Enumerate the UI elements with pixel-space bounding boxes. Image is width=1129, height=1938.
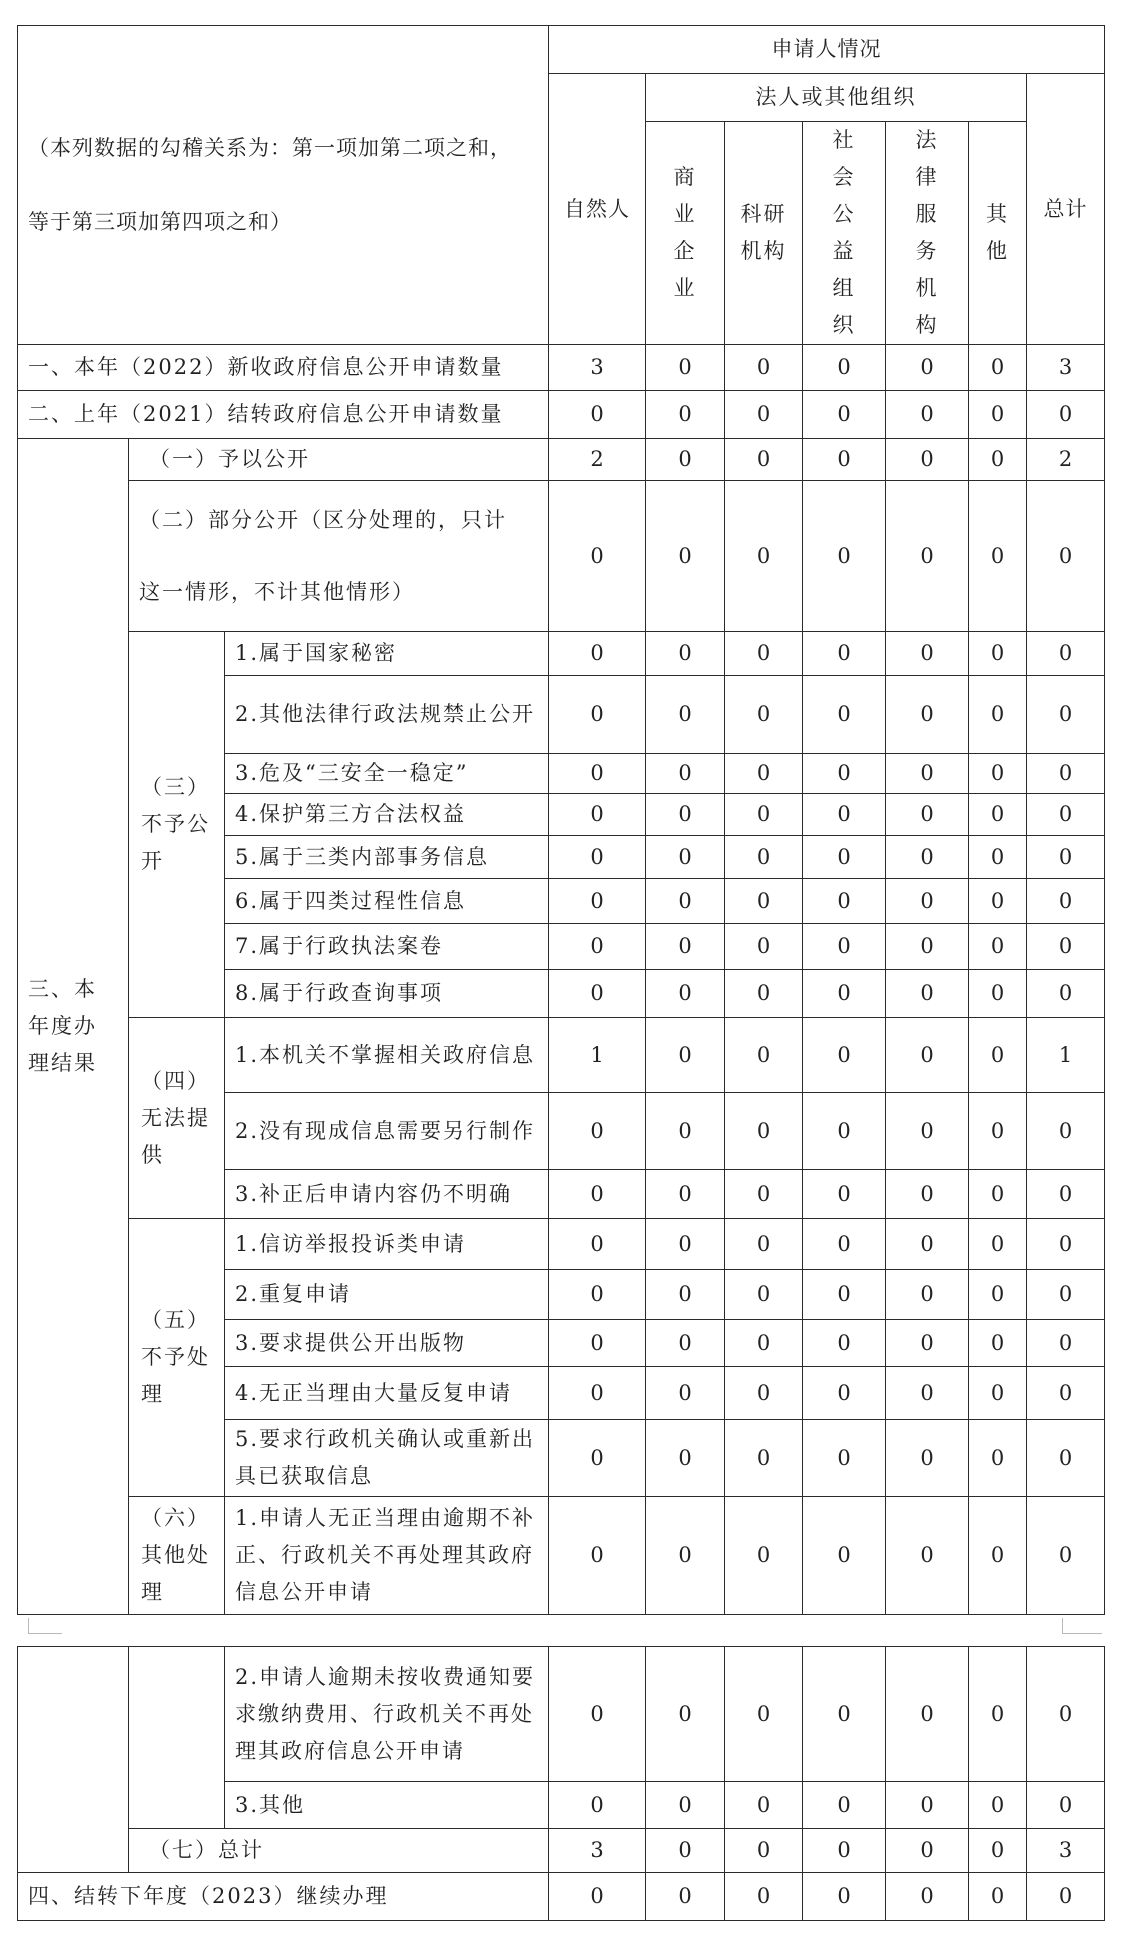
cell: 0 — [803, 754, 886, 794]
cell: 0 — [886, 1018, 969, 1093]
cell: 0 — [646, 1647, 725, 1782]
group-not-disclosed: （三）不予公开 — [129, 632, 225, 1018]
cell: 0 — [725, 1219, 803, 1270]
row-label: 6.属于四类过程性信息 — [225, 879, 549, 924]
cell: 0 — [886, 1219, 969, 1270]
cell: 0 — [886, 1093, 969, 1170]
col-legal-services: 法律服务机构 — [886, 122, 969, 345]
cell: 0 — [803, 345, 886, 391]
cell: 0 — [725, 1497, 803, 1615]
cell: 0 — [969, 1018, 1027, 1093]
annual-report-table-page1 — [17, 25, 1105, 1615]
cell: 0 — [803, 1497, 886, 1615]
cell: 0 — [646, 924, 725, 970]
cell: 0 — [886, 1320, 969, 1367]
cell: 0 — [803, 1018, 886, 1093]
cell: 0 — [725, 1170, 803, 1219]
cell: 0 — [549, 1497, 646, 1615]
cell: 0 — [725, 754, 803, 794]
cell: 0 — [803, 1219, 886, 1270]
header-note — [18, 26, 549, 345]
cell: 0 — [725, 439, 803, 481]
cell: 0 — [725, 1420, 803, 1497]
cell: 0 — [1027, 1170, 1105, 1219]
cell: 0 — [886, 1170, 969, 1219]
cell: 0 — [886, 1270, 969, 1320]
cell: 0 — [646, 1367, 725, 1420]
row-label: 1.申请人无正当理由逾期不补正、行政机关不再处理其政府信息公开申请 — [225, 1497, 549, 1615]
cell: 0 — [969, 632, 1027, 676]
cell: 0 — [549, 391, 646, 439]
cell: 0 — [725, 1829, 803, 1873]
cell: 0 — [725, 345, 803, 391]
cell: 0 — [549, 1647, 646, 1782]
table-row — [18, 1829, 1105, 1873]
cell: 0 — [803, 1873, 886, 1921]
cell: 0 — [886, 970, 969, 1018]
page-corner-mark — [28, 1618, 29, 1634]
cell: 0 — [803, 1170, 886, 1219]
cell: 0 — [549, 1093, 646, 1170]
cell: 0 — [886, 754, 969, 794]
cell: 0 — [886, 1873, 969, 1921]
cell: 0 — [969, 794, 1027, 836]
cell: 0 — [549, 1873, 646, 1921]
cell: 0 — [969, 836, 1027, 879]
cell: 0 — [1027, 481, 1105, 632]
cell: 0 — [549, 632, 646, 676]
cell: 2 — [549, 439, 646, 481]
row-label: 四、结转下年度（2023）继续办理 — [18, 1873, 549, 1921]
group-other-handling: （六）其他处理 — [129, 1497, 225, 1615]
cell: 0 — [803, 1367, 886, 1420]
cell: 0 — [969, 391, 1027, 439]
cell: 0 — [886, 391, 969, 439]
cell: 0 — [646, 1782, 725, 1829]
cell: 3 — [549, 345, 646, 391]
cell: 0 — [646, 1873, 725, 1921]
table-row — [18, 1219, 1105, 1270]
cell: 0 — [725, 1873, 803, 1921]
cell: 0 — [969, 1829, 1027, 1873]
row-label: 7.属于行政执法案卷 — [225, 924, 549, 970]
cell: 0 — [646, 391, 725, 439]
row-label: 1.本机关不掌握相关政府信息 — [225, 1018, 549, 1093]
cell: 0 — [969, 754, 1027, 794]
cell: 0 — [1027, 1270, 1105, 1320]
cell: 3 — [549, 1829, 646, 1873]
cell: 0 — [646, 1018, 725, 1093]
cell: 0 — [549, 1782, 646, 1829]
cell: 0 — [725, 924, 803, 970]
col-commercial: 商业企业 — [646, 122, 725, 345]
cell: 0 — [725, 970, 803, 1018]
cell: 0 — [646, 1829, 725, 1873]
cell: 0 — [969, 1497, 1027, 1615]
cell: 0 — [725, 836, 803, 879]
col-social-welfare: 社会公益组织 — [803, 122, 886, 345]
header-note-line1: （本列数据的勾稽关系为：第一项加第二项之和， — [28, 136, 512, 160]
table-row — [18, 391, 1105, 439]
cell: 0 — [646, 345, 725, 391]
cell: 0 — [646, 836, 725, 879]
row-label: 1.信访举报投诉类申请 — [225, 1219, 549, 1270]
page-corner-mark — [1062, 1618, 1063, 1634]
cell: 0 — [803, 1093, 886, 1170]
applicant-header: 申请人情况 — [549, 26, 1105, 74]
col-total: 总计 — [1027, 74, 1105, 345]
cell: 0 — [646, 481, 725, 632]
col-natural-person: 自然人 — [549, 74, 646, 345]
cell: 0 — [886, 1647, 969, 1782]
cell: 0 — [725, 1782, 803, 1829]
cell: 0 — [725, 1018, 803, 1093]
table-row — [18, 1873, 1105, 1921]
cell: 0 — [549, 1320, 646, 1367]
row-label: （一）予以公开 — [129, 439, 549, 481]
cell: 0 — [803, 676, 886, 754]
cell: 0 — [646, 1320, 725, 1367]
cell: 0 — [549, 924, 646, 970]
cell: 0 — [803, 1647, 886, 1782]
cell: 0 — [725, 794, 803, 836]
cell: 0 — [803, 970, 886, 1018]
cell: 0 — [725, 676, 803, 754]
cell: 0 — [646, 754, 725, 794]
cell: 0 — [725, 879, 803, 924]
cell: 0 — [549, 836, 646, 879]
cell: 0 — [969, 1420, 1027, 1497]
cell: 0 — [1027, 1647, 1105, 1782]
cell: 0 — [646, 676, 725, 754]
cell: 0 — [969, 1320, 1027, 1367]
cell: 0 — [1027, 836, 1105, 879]
annual-report-table-page2 — [17, 1646, 1105, 1921]
row-label: 5.属于三类内部事务信息 — [225, 836, 549, 879]
cell: 0 — [1027, 1497, 1105, 1615]
cell: 0 — [646, 1270, 725, 1320]
cell: 0 — [1027, 1093, 1105, 1170]
cell: 0 — [1027, 1219, 1105, 1270]
cell: 0 — [1027, 879, 1105, 924]
table-row — [18, 1647, 1105, 1782]
row-label: 一、本年（2022）新收政府信息公开申请数量 — [18, 345, 549, 391]
table-row — [18, 481, 1105, 632]
row-label: 3.要求提供公开出版物 — [225, 1320, 549, 1367]
cell: 0 — [646, 1170, 725, 1219]
cell: 0 — [803, 836, 886, 879]
group-cannot-provide: （四）无法提供 — [129, 1018, 225, 1219]
cell: 0 — [1027, 1320, 1105, 1367]
table-row — [18, 345, 1105, 391]
cell: 2 — [1027, 439, 1105, 481]
cell: 0 — [886, 632, 969, 676]
cell: 0 — [803, 1782, 886, 1829]
cell: 0 — [969, 924, 1027, 970]
cell: 0 — [803, 391, 886, 439]
legal-org-header: 法人或其他组织 — [646, 74, 1027, 122]
cell: 0 — [803, 879, 886, 924]
cell: 0 — [1027, 970, 1105, 1018]
cell: 0 — [646, 970, 725, 1018]
cell: 0 — [1027, 1782, 1105, 1829]
cell: 0 — [803, 1270, 886, 1320]
header-note-line2: 等于第三项加第四项之和） — [28, 210, 292, 234]
cell: 0 — [969, 1170, 1027, 1219]
cell: 0 — [549, 1367, 646, 1420]
row-label: 二、上年（2021）结转政府信息公开申请数量 — [18, 391, 549, 439]
cell: 0 — [1027, 1367, 1105, 1420]
row-label: 3.其他 — [225, 1782, 549, 1829]
cell: 0 — [646, 439, 725, 481]
cell: 0 — [969, 1873, 1027, 1921]
table-row — [18, 632, 1105, 676]
cell: 0 — [646, 879, 725, 924]
row-label: 1.属于国家秘密 — [225, 632, 549, 676]
row-label: 4.保护第三方合法权益 — [225, 794, 549, 836]
cell: 0 — [886, 836, 969, 879]
cell: 0 — [549, 481, 646, 632]
cell: 0 — [725, 481, 803, 632]
cell: 0 — [886, 1420, 969, 1497]
cell: 0 — [646, 1219, 725, 1270]
cell: 0 — [886, 345, 969, 391]
row-label: 2.其他法律行政法规禁止公开 — [225, 676, 549, 754]
cell: 3 — [1027, 345, 1105, 391]
cell: 0 — [969, 1782, 1027, 1829]
col-other: 其他 — [969, 122, 1027, 345]
cell: 0 — [886, 1367, 969, 1420]
table-row — [18, 1497, 1105, 1615]
cell: 0 — [886, 439, 969, 481]
page-corner-mark — [1062, 1633, 1102, 1634]
row-label: 2.没有现成信息需要另行制作 — [225, 1093, 549, 1170]
cell: 0 — [1027, 794, 1105, 836]
cell: 0 — [969, 676, 1027, 754]
page-corner-mark — [28, 1633, 62, 1634]
cell: 0 — [886, 1829, 969, 1873]
cell: 0 — [803, 794, 886, 836]
cell: 0 — [725, 391, 803, 439]
cell: 0 — [969, 1219, 1027, 1270]
cell: 0 — [646, 794, 725, 836]
cell: 0 — [1027, 1873, 1105, 1921]
row-label: （七）总计 — [129, 1829, 549, 1873]
cell: 0 — [803, 1829, 886, 1873]
cell: 0 — [886, 879, 969, 924]
row-label: 4.无正当理由大量反复申请 — [225, 1367, 549, 1420]
row-label: （二）部分公开（区分处理的，只计这一情形，不计其他情形） — [129, 481, 549, 632]
cell: 0 — [646, 632, 725, 676]
cell: 0 — [725, 1270, 803, 1320]
cell: 0 — [969, 345, 1027, 391]
cell: 0 — [1027, 754, 1105, 794]
cell: 0 — [803, 924, 886, 970]
cell: 0 — [725, 1367, 803, 1420]
cell: 0 — [725, 1093, 803, 1170]
group-other-handling-continued — [129, 1647, 225, 1829]
cell: 0 — [803, 439, 886, 481]
cell: 0 — [886, 1782, 969, 1829]
cell: 0 — [549, 970, 646, 1018]
cell: 0 — [886, 924, 969, 970]
cell: 0 — [969, 1367, 1027, 1420]
cell: 0 — [646, 1420, 725, 1497]
cell: 0 — [969, 970, 1027, 1018]
cell: 0 — [969, 1270, 1027, 1320]
cell: 0 — [549, 754, 646, 794]
cell: 1 — [549, 1018, 646, 1093]
col-research: 科研机构 — [725, 122, 803, 345]
cell: 0 — [725, 632, 803, 676]
row-label: 2.重复申请 — [225, 1270, 549, 1320]
cell: 0 — [886, 1497, 969, 1615]
cell: 0 — [549, 1420, 646, 1497]
cell: 0 — [1027, 632, 1105, 676]
cell: 0 — [969, 879, 1027, 924]
row-label: 3.危及“三安全一稳定” — [225, 754, 549, 794]
cell: 0 — [549, 1219, 646, 1270]
row-label: 8.属于行政查询事项 — [225, 970, 549, 1018]
row-label: 3.补正后申请内容仍不明确 — [225, 1170, 549, 1219]
cell: 0 — [549, 1270, 646, 1320]
cell: 0 — [549, 1170, 646, 1219]
cell: 0 — [803, 1420, 886, 1497]
cell: 0 — [646, 1497, 725, 1615]
cell: 0 — [969, 439, 1027, 481]
cell: 0 — [549, 794, 646, 836]
cell: 0 — [1027, 676, 1105, 754]
cell: 0 — [886, 794, 969, 836]
cell: 0 — [969, 481, 1027, 632]
cell: 1 — [1027, 1018, 1105, 1093]
row-label: 5.要求行政机关确认或重新出具已获取信息 — [225, 1420, 549, 1497]
cell: 0 — [886, 481, 969, 632]
cell: 0 — [803, 481, 886, 632]
cell: 3 — [1027, 1829, 1105, 1873]
category-annual-results: 三、本年度办理结果 — [18, 439, 129, 1615]
cell: 0 — [969, 1647, 1027, 1782]
category-annual-results-continued — [18, 1647, 129, 1873]
cell: 0 — [549, 879, 646, 924]
cell: 0 — [1027, 391, 1105, 439]
cell: 0 — [1027, 924, 1105, 970]
cell: 0 — [803, 632, 886, 676]
cell: 0 — [803, 1320, 886, 1367]
table-row — [18, 1018, 1105, 1093]
cell: 0 — [969, 1093, 1027, 1170]
group-not-processed: （五）不予处理 — [129, 1219, 225, 1497]
table-row — [18, 439, 1105, 481]
cell: 0 — [549, 676, 646, 754]
cell: 0 — [646, 1093, 725, 1170]
cell: 0 — [1027, 1420, 1105, 1497]
cell: 0 — [725, 1320, 803, 1367]
cell: 0 — [886, 676, 969, 754]
cell: 0 — [725, 1647, 803, 1782]
row-label: 2.申请人逾期未按收费通知要求缴纳费用、行政机关不再处理其政府信息公开申请 — [225, 1647, 549, 1782]
